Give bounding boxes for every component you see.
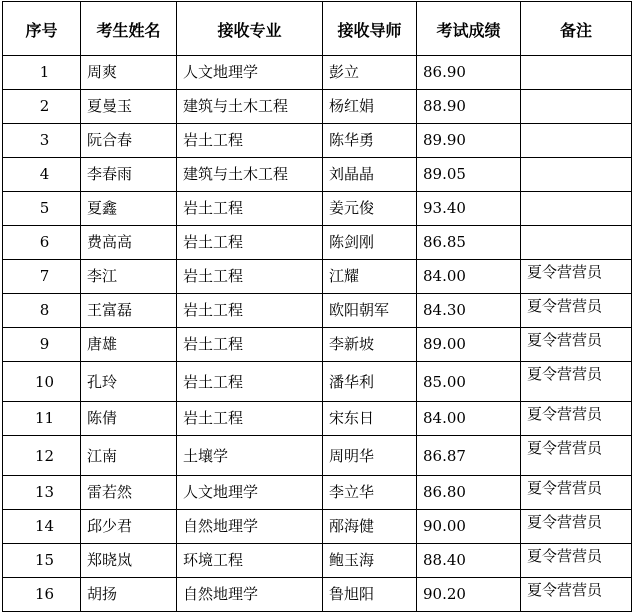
cell-note bbox=[521, 192, 632, 226]
cell-note: 夏令营营员 bbox=[521, 476, 632, 510]
cell-advisor: 李立华 bbox=[323, 476, 417, 510]
cell-advisor: 刘晶晶 bbox=[323, 158, 417, 192]
cell-name: 胡扬 bbox=[81, 578, 177, 612]
table-row bbox=[3, 260, 632, 294]
cell-major: 岩土工程 bbox=[177, 260, 323, 294]
cell-score: 84.30 bbox=[417, 294, 521, 328]
cell-name: 江南 bbox=[81, 436, 177, 476]
cell-score: 86.90 bbox=[417, 56, 521, 90]
table-header bbox=[3, 2, 632, 56]
cell-major: 岩土工程 bbox=[177, 226, 323, 260]
cell-name: 李江 bbox=[81, 260, 177, 294]
cell-major: 人文地理学 bbox=[177, 56, 323, 90]
cell-major: 岩土工程 bbox=[177, 402, 323, 436]
cell-note: 夏令营营员 bbox=[521, 260, 632, 294]
cell-no: 8 bbox=[3, 294, 81, 328]
cell-score: 86.87 bbox=[417, 436, 521, 476]
cell-note: 夏令营营员 bbox=[521, 510, 632, 544]
cell-major: 岩土工程 bbox=[177, 294, 323, 328]
cell-major: 自然地理学 bbox=[177, 510, 323, 544]
cell-major: 岩土工程 bbox=[177, 124, 323, 158]
cell-advisor: 彭立 bbox=[323, 56, 417, 90]
cell-advisor: 陈华勇 bbox=[323, 124, 417, 158]
cell-name: 邱少君 bbox=[81, 510, 177, 544]
cell-name: 夏鑫 bbox=[81, 192, 177, 226]
cell-no: 6 bbox=[3, 226, 81, 260]
cell-advisor: 鲍玉海 bbox=[323, 544, 417, 578]
cell-advisor: 李新坡 bbox=[323, 328, 417, 362]
table-row bbox=[3, 476, 632, 510]
cell-no: 13 bbox=[3, 476, 81, 510]
header-note: 备注 bbox=[521, 2, 632, 56]
cell-score: 89.90 bbox=[417, 124, 521, 158]
cell-name: 唐雄 bbox=[81, 328, 177, 362]
cell-note: 夏令营营员 bbox=[521, 436, 632, 476]
cell-advisor: 陈剑刚 bbox=[323, 226, 417, 260]
cell-no: 16 bbox=[3, 578, 81, 612]
cell-score: 85.00 bbox=[417, 362, 521, 402]
cell-advisor: 周明华 bbox=[323, 436, 417, 476]
cell-score: 93.40 bbox=[417, 192, 521, 226]
cell-advisor: 欧阳朝军 bbox=[323, 294, 417, 328]
cell-name: 郑晓岚 bbox=[81, 544, 177, 578]
cell-score: 88.90 bbox=[417, 90, 521, 124]
cell-note bbox=[521, 158, 632, 192]
table-row bbox=[3, 544, 632, 578]
table-row bbox=[3, 510, 632, 544]
cell-advisor: 鲁旭阳 bbox=[323, 578, 417, 612]
cell-score: 89.05 bbox=[417, 158, 521, 192]
cell-score: 88.40 bbox=[417, 544, 521, 578]
cell-note bbox=[521, 56, 632, 90]
cell-note: 夏令营营员 bbox=[521, 544, 632, 578]
cell-advisor: 宋东日 bbox=[323, 402, 417, 436]
cell-advisor: 江耀 bbox=[323, 260, 417, 294]
cell-name: 雷若然 bbox=[81, 476, 177, 510]
header-no: 序号 bbox=[3, 2, 81, 56]
cell-no: 9 bbox=[3, 328, 81, 362]
header-advisor: 接收导师 bbox=[323, 2, 417, 56]
cell-note bbox=[521, 124, 632, 158]
cell-advisor: 姜元俊 bbox=[323, 192, 417, 226]
table-row bbox=[3, 362, 632, 402]
cell-major: 建筑与土木工程 bbox=[177, 90, 323, 124]
table-row bbox=[3, 192, 632, 226]
cell-score: 86.85 bbox=[417, 226, 521, 260]
cell-score: 84.00 bbox=[417, 402, 521, 436]
cell-no: 11 bbox=[3, 402, 81, 436]
cell-name: 陈倩 bbox=[81, 402, 177, 436]
cell-score: 84.00 bbox=[417, 260, 521, 294]
table-row bbox=[3, 578, 632, 612]
header-major: 接收专业 bbox=[177, 2, 323, 56]
cell-note: 夏令营营员 bbox=[521, 578, 632, 612]
cell-major: 建筑与土木工程 bbox=[177, 158, 323, 192]
cell-major: 自然地理学 bbox=[177, 578, 323, 612]
header-row bbox=[3, 2, 632, 56]
header-name: 考生姓名 bbox=[81, 2, 177, 56]
table-row bbox=[3, 158, 632, 192]
cell-note: 夏令营营员 bbox=[521, 294, 632, 328]
cell-no: 15 bbox=[3, 544, 81, 578]
cell-note bbox=[521, 90, 632, 124]
cell-name: 夏曼玉 bbox=[81, 90, 177, 124]
table-body bbox=[3, 56, 632, 612]
cell-score: 90.00 bbox=[417, 510, 521, 544]
cell-no: 3 bbox=[3, 124, 81, 158]
table-row bbox=[3, 436, 632, 476]
cell-name: 费高高 bbox=[81, 226, 177, 260]
table-row bbox=[3, 294, 632, 328]
cell-major: 人文地理学 bbox=[177, 476, 323, 510]
table-row bbox=[3, 124, 632, 158]
cell-no: 1 bbox=[3, 56, 81, 90]
table-row bbox=[3, 402, 632, 436]
cell-name: 王富磊 bbox=[81, 294, 177, 328]
cell-no: 7 bbox=[3, 260, 81, 294]
table-row bbox=[3, 328, 632, 362]
table-row bbox=[3, 56, 632, 90]
cell-score: 89.00 bbox=[417, 328, 521, 362]
cell-no: 5 bbox=[3, 192, 81, 226]
header-score: 考试成绩 bbox=[417, 2, 521, 56]
cell-note: 夏令营营员 bbox=[521, 362, 632, 402]
cell-advisor: 潘华利 bbox=[323, 362, 417, 402]
cell-note bbox=[521, 226, 632, 260]
cell-score: 90.20 bbox=[417, 578, 521, 612]
cell-score: 86.80 bbox=[417, 476, 521, 510]
table-row bbox=[3, 90, 632, 124]
cell-no: 12 bbox=[3, 436, 81, 476]
cell-no: 2 bbox=[3, 90, 81, 124]
cell-note: 夏令营营员 bbox=[521, 402, 632, 436]
cell-major: 岩土工程 bbox=[177, 362, 323, 402]
cell-no: 10 bbox=[3, 362, 81, 402]
cell-name: 周爽 bbox=[81, 56, 177, 90]
table-row bbox=[3, 226, 632, 260]
admission-table bbox=[2, 1, 632, 612]
cell-name: 孔玲 bbox=[81, 362, 177, 402]
cell-note: 夏令营营员 bbox=[521, 328, 632, 362]
cell-advisor: 邴海健 bbox=[323, 510, 417, 544]
cell-major: 岩土工程 bbox=[177, 192, 323, 226]
cell-major: 环境工程 bbox=[177, 544, 323, 578]
cell-no: 14 bbox=[3, 510, 81, 544]
cell-name: 阮合春 bbox=[81, 124, 177, 158]
cell-major: 土壤学 bbox=[177, 436, 323, 476]
cell-no: 4 bbox=[3, 158, 81, 192]
cell-advisor: 杨红娟 bbox=[323, 90, 417, 124]
cell-major: 岩土工程 bbox=[177, 328, 323, 362]
cell-name: 李春雨 bbox=[81, 158, 177, 192]
